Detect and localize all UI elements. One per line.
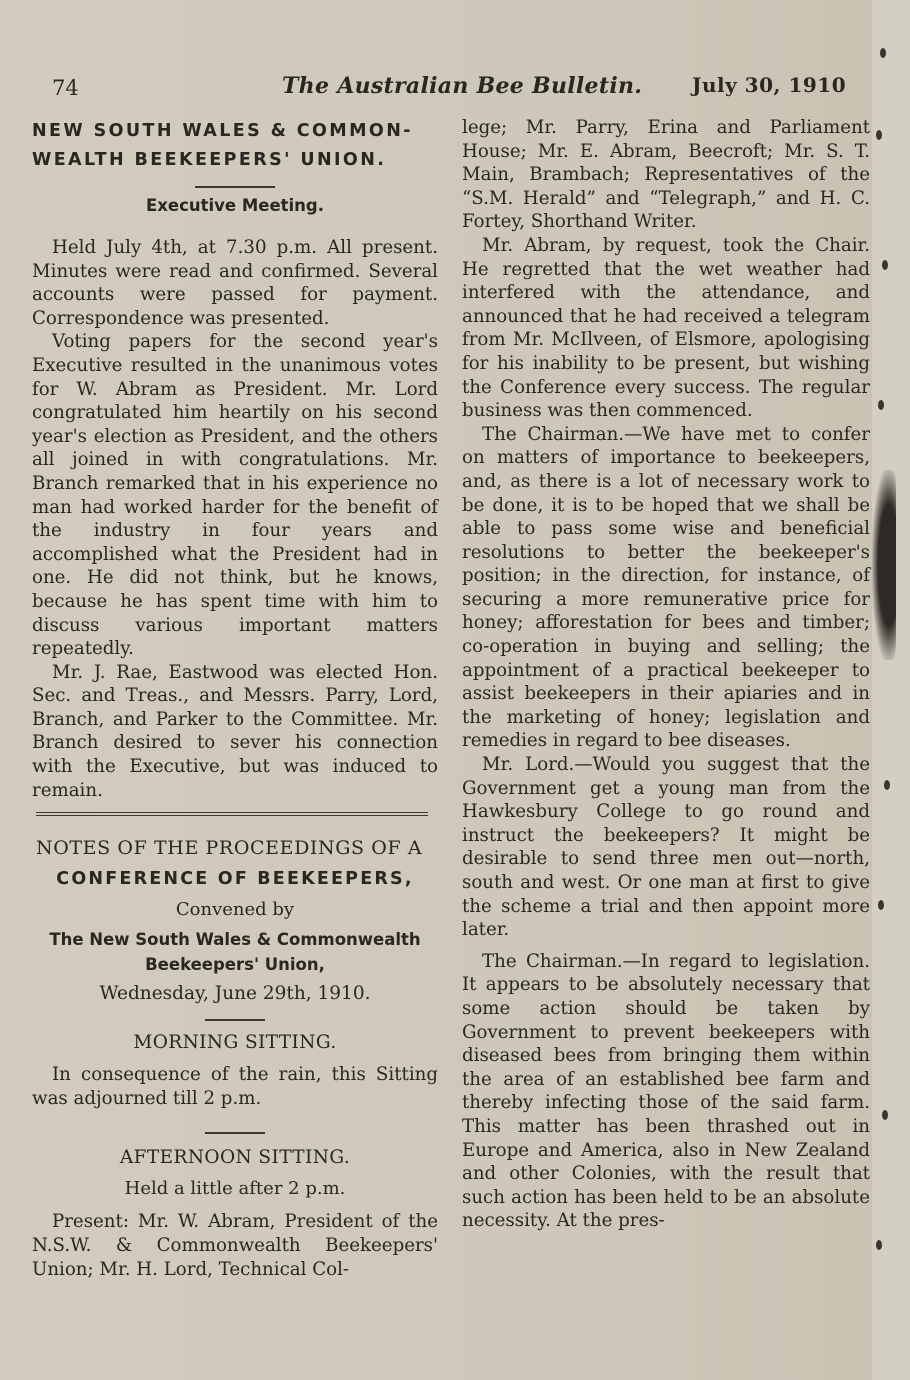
conference-date: Wednesday, June 29th, 1910. xyxy=(99,983,371,1005)
torn-page-edge xyxy=(872,0,910,1380)
right-column xyxy=(462,116,870,1233)
morning-sitting-text: In consequence of the rain, this Sitting was adjourned till 2 p.m. xyxy=(32,1064,438,1109)
issue-date: July 30, 1910 xyxy=(692,73,847,97)
union-heading-line-2: WEALTH BEEKEEPERS' UNION. xyxy=(32,150,387,170)
ink-spot xyxy=(882,260,888,270)
union-name-line-1: The New South Wales & Commonwealth xyxy=(49,930,421,950)
page-number: 74 xyxy=(52,76,79,100)
ink-spot xyxy=(876,1240,882,1250)
divider xyxy=(205,1132,265,1134)
executive-paragraph-2: Voting papers for the second year's Executive resulted in the unanimous votes for W. Abram as President. Mr. Lord congratulated him heartily on his second year's election as President, and the others all joined in with congratulations. Mr. Branch remarked that in his experience no man had worked harder for the benefit of the industry in four years and accomplished what the President had in one. He did not think, but he knows, because he has spent time with him to discuss various important matters repeatedly. xyxy=(32,331,438,660)
ink-spot xyxy=(882,1110,888,1120)
chair-paragraph: Mr. Abram, by request, took the Chair. He regretted that the wet weather had interfered with the attendance, and announced that he had received a telegram from Mr. McIlveen, of Elsmore, apologising for his inability to be present, but wishing the Conference every success. The regular business was then commenced. xyxy=(462,234,870,422)
chairman-legislation-remarks: The Chairman.—In regard to legislation. It appears to be absolutely necessary that some action should be taken by Government to prevent beekeepers with diseased bees from bringing them within the area of an established bee farm and thereby infecting those of the said farm. This matter has been thrashed out in Europe and America, also in New Zealand and other Colonies, with the result that such action has been held to be an absolute necessity. At the pres- xyxy=(462,950,870,1232)
journal-title: The Australian Bee Bulletin. xyxy=(282,73,643,99)
divider xyxy=(205,1019,265,1021)
afternoon-sitting-heading: AFTERNOON SITTING. xyxy=(119,1147,351,1169)
present-list: Present: Mr. W. Abram, President of the N.S.W. & Commonwealth Beekeepers' Union; Mr. H. Lord, Technical Col- xyxy=(32,1211,438,1280)
morning-sitting-heading: MORNING SITTING. xyxy=(133,1032,337,1054)
running-header xyxy=(0,70,870,106)
ink-spot xyxy=(880,48,886,58)
section-divider xyxy=(36,812,428,816)
mr-lord-remarks: Mr. Lord.—Would you suggest that the Government get a young man from the Hawkesbury College to go round and instruct the beekeepers? It might be desirable to send three men out—north, south and west. Or one man at first to give the scheme a trial and then appoint more later. xyxy=(462,754,870,941)
page-damage xyxy=(872,470,896,660)
ink-spot xyxy=(876,130,882,140)
left-column xyxy=(32,116,438,1281)
ink-spot xyxy=(878,400,884,410)
union-heading-line-1: NEW SOUTH WALES & COMMON- xyxy=(32,121,413,141)
afternoon-held: Held a little after 2 p.m. xyxy=(124,1178,346,1200)
ink-spot xyxy=(878,900,884,910)
present-list-continued: lege; Mr. Parry, Erina and Parliament House; Mr. E. Abram, Beecroft; Mr. S. T. Main, Brambach; Representatives of the “S.M. Herald” and “Telegraph,” and H. C. Fortey, Shorthand Writer. xyxy=(462,117,870,233)
chairman-opening-remarks: The Chairman.—We have met to confer on matters of importance to beekeepers, and, as there is a lot of necessary work to be done, it is to be hoped that we shall be able to pass some wise and beneficial resolutions to better the beekeeper's position; in the direction, for instance, of securing a more remunerative price for honey; afforestation for bees and timber; co-operation in buying and selling; the appointment of a practical beekeeper to assist beekeepers in their apiaries and in the marketing of honey; legislation and remedies in regard to bee diseases. xyxy=(462,423,870,752)
executive-paragraph-3: Mr. J. Rae, Eastwood was elected Hon. Sec. and Treas., and Messrs. Parry, Lord, Branch, and Parker to the Committee. Mr. Branch desired to sever his connection with the Executive, but was induced to remain. xyxy=(32,661,438,801)
convened-by: Convened by xyxy=(175,899,295,921)
conference-heading: CONFERENCE OF BEEKEEPERS, xyxy=(56,869,414,890)
union-name-line-2: Beekeepers' Union, xyxy=(145,955,325,975)
executive-meeting-heading: Executive Meeting. xyxy=(145,196,325,215)
executive-paragraph-1: Held July 4th, at 7.30 p.m. All present. Minutes were read and confirmed. Several accounts were passed for payment. Correspondence was presented. xyxy=(32,237,438,329)
divider xyxy=(195,186,275,188)
notes-heading: NOTES OF THE PROCEEDINGS OF A xyxy=(36,837,423,860)
ink-spot xyxy=(884,780,890,790)
